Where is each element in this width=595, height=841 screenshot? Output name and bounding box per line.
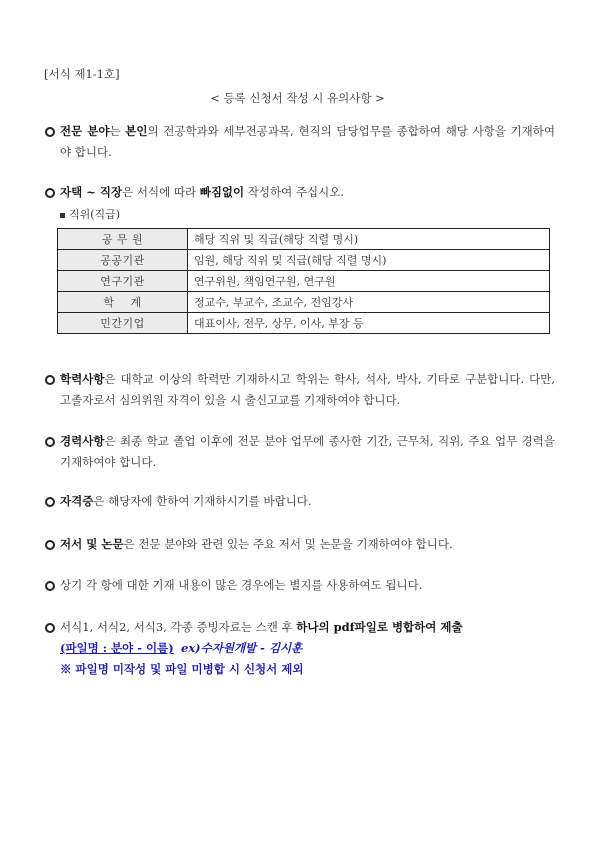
table-row — [58, 313, 550, 334]
bold-term: 본인 — [125, 124, 148, 138]
circle-bullet-icon — [45, 492, 55, 502]
page-title: < 등록 신청서 작성 시 유의사항 > — [210, 91, 385, 105]
exclusion-note: ※ 파일명 미작성 및 파일 미병합 시 신청서 제외 — [60, 662, 304, 676]
org-cell: 학 계 — [58, 292, 188, 313]
notice-item-career: 경력사항은 최종 학교 졸업 이후에 전문 분야 업무에 종사한 기간, 근무처, 직위, 주요 업무 경력을 기재하여야 합니다. — [45, 431, 555, 473]
bold-term: 하나의 pdf파일로 병합하여 제출 — [296, 620, 463, 634]
form-number: [서식 제1-1호] — [44, 67, 120, 81]
notice-item-specialty: 전문 분야는 본인의 전공학과와 세부전공과목, 현직의 담당업무를 종합하여 해당 사항을 기재하여야 합니다. — [45, 121, 555, 163]
desc-cell: 정교수, 부교수, 조교수, 전임강사 — [188, 292, 550, 313]
notice-item-license: 자격증은 해당자에 한하여 기재하시기를 바랍니다. — [45, 491, 555, 512]
circle-bullet-icon — [45, 122, 55, 132]
notice-item-submission: 서식1, 서식2, 서식3, 각종 증빙자료는 스캔 후 하나의 pdf파일로 병합하여 제출 (파일명 : 분야 - 이름) ex)수자원개발 - 김시훈 ※ 파일명 미작성 및 파일 미병합 시 신청서 제외 — [45, 617, 555, 680]
bold-term: 자택 ~ 직장 — [60, 185, 123, 199]
bold-term: 빠짐없이 — [199, 185, 245, 199]
bold-term: 저서 및 논문 — [60, 537, 124, 551]
org-cell: 민간기업 — [58, 313, 188, 334]
org-cell: 공공기관 — [58, 250, 188, 271]
desc-cell: 임원, 해당 직위 및 직급(해당 직렬 명시) — [188, 250, 550, 271]
table-row — [58, 292, 550, 313]
desc-cell: 해당 직위 및 직급(해당 직렬 명시) — [188, 229, 550, 250]
org-cell: 공 무 원 — [58, 229, 188, 250]
table-row — [58, 271, 550, 292]
filename-example: ex)수자원개발 - 김시훈 — [181, 641, 303, 655]
circle-bullet-icon — [45, 183, 55, 193]
circle-bullet-icon — [45, 618, 55, 628]
bold-term: 경력사항 — [60, 434, 105, 448]
notice-item-address: 자택 ~ 직장은 서식에 따라 빠짐없이 작성하여 주십시오. — [45, 182, 555, 203]
circle-bullet-icon — [45, 576, 55, 586]
square-bullet-icon — [60, 213, 65, 218]
org-cell: 연구기관 — [58, 271, 188, 292]
bold-term: 전문 분야 — [60, 124, 110, 138]
notice-item-publications: 저서 및 논문은 전문 분야와 관련 있는 주요 저서 및 논문을 기재하여야 합니다. — [45, 534, 555, 555]
table-row — [58, 250, 550, 271]
position-subheading: 직위(직급) — [60, 206, 120, 222]
notice-item-extra-sheet: 상기 각 항에 대한 기재 내용이 많은 경우에는 별지를 사용하여도 됩니다. — [45, 575, 555, 596]
position-table — [57, 228, 550, 334]
notice-item-education: 학력사항은 대학교 이상의 학력만 기재하시고 학위는 학사, 석사, 박사, 기타로 구분합니다. 다만, 고졸자로서 심의위원 자격이 있을 시 출신고교를 기재하여야 합니다. — [45, 369, 555, 411]
circle-bullet-icon — [45, 370, 55, 380]
circle-bullet-icon — [45, 535, 55, 545]
desc-cell: 연구위원, 책임연구원, 연구원 — [188, 271, 550, 292]
desc-cell: 대표이사, 전무, 상무, 이사, 부장 등 — [188, 313, 550, 334]
circle-bullet-icon — [45, 432, 55, 442]
filename-format: (파일명 : 분야 - 이름) — [60, 641, 174, 655]
bold-term: 학력사항 — [60, 372, 105, 386]
table-row — [58, 229, 550, 250]
bold-term: 자격증 — [60, 494, 94, 508]
